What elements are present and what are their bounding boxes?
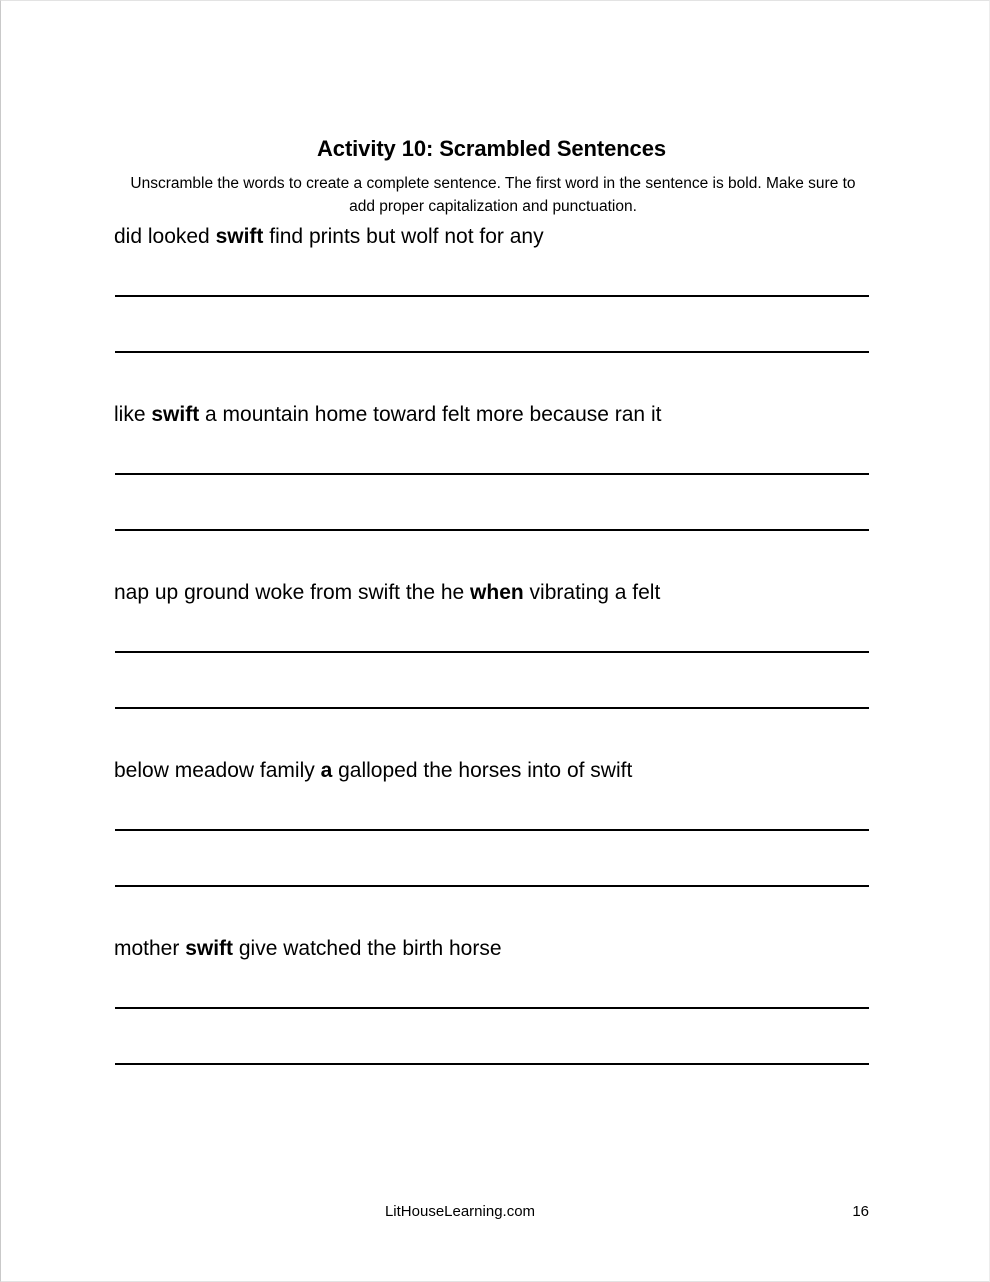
answer-line[interactable]: [115, 829, 869, 831]
footer-page-number: 16: [852, 1203, 869, 1220]
prompt-prefix: below meadow family: [114, 759, 321, 782]
answer-line[interactable]: [115, 1007, 869, 1009]
prompt-bold-word: a: [320, 759, 333, 782]
scrambled-prompt: [114, 223, 874, 250]
worksheet-content: [114, 1, 869, 1282]
answer-line[interactable]: [115, 885, 869, 887]
instructions-text: Unscramble the words to create a complete sentence. The first word in the sentence is bold. Make sure to add proper capitalization and punctuation.: [130, 174, 856, 215]
prompt-prefix: nap up ground woke from swift the he: [114, 581, 471, 604]
prompt-bold-word: swift: [215, 225, 264, 248]
prompt-bold-word: swift: [151, 403, 200, 426]
answer-line[interactable]: [115, 1063, 869, 1065]
prompt-prefix: mother: [114, 937, 186, 960]
answer-line[interactable]: [115, 295, 869, 297]
prompt-suffix: find prints but wolf not for any: [263, 225, 544, 248]
answer-line[interactable]: [115, 707, 869, 709]
page-footer: [114, 1202, 869, 1222]
scrambled-prompt: [114, 757, 874, 784]
answer-line[interactable]: [115, 651, 869, 653]
scrambled-prompt: [114, 579, 874, 606]
prompt-suffix: a mountain home toward felt more because ran it: [199, 403, 662, 426]
answer-line[interactable]: [115, 351, 869, 353]
prompt-bold-word: swift: [185, 937, 234, 960]
prompt-suffix: galloped the horses into of swift: [332, 759, 633, 782]
prompt-prefix: did looked: [114, 225, 216, 248]
prompt-prefix: like: [114, 403, 152, 426]
prompt-suffix: vibrating a felt: [523, 581, 661, 604]
page-title: Activity 10: Scrambled Sentences: [317, 135, 666, 161]
answer-line[interactable]: [115, 473, 869, 475]
prompt-bold-word: when: [470, 581, 524, 604]
scrambled-prompt: [114, 935, 874, 962]
scrambled-prompt: [114, 401, 874, 428]
prompt-suffix: give watched the birth horse: [233, 937, 502, 960]
answer-line[interactable]: [115, 529, 869, 531]
footer-site-label: LitHouseLearning.com: [384, 1203, 536, 1220]
